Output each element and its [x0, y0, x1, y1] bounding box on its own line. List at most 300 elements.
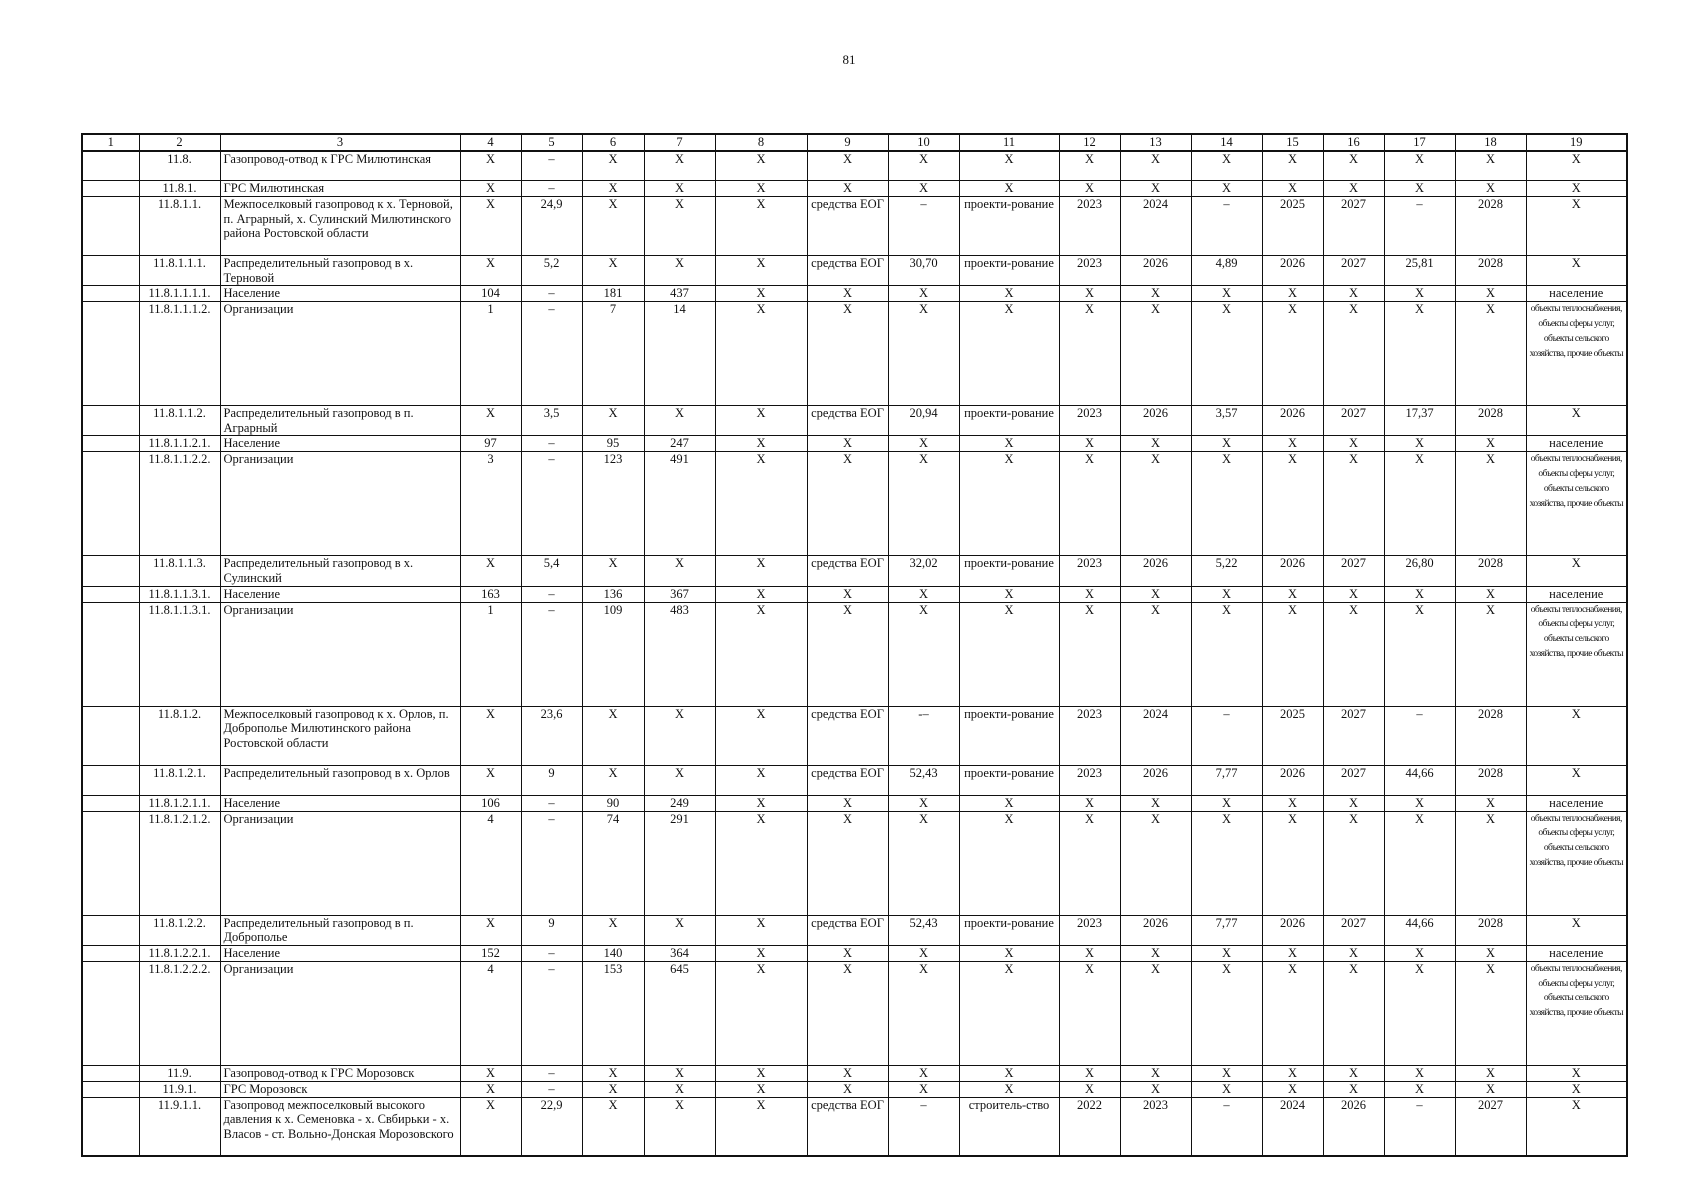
- value-cell: Х: [1455, 302, 1526, 406]
- value-cell: 5,4: [521, 556, 582, 586]
- value-cell: Х: [1455, 795, 1526, 811]
- value-cell: Х: [959, 945, 1059, 961]
- table-row: [82, 945, 1627, 961]
- value-cell: –: [521, 286, 582, 302]
- value-cell: –: [1384, 197, 1455, 256]
- blank-cell: [82, 706, 139, 765]
- value-cell: 30,70: [888, 256, 959, 286]
- table-row: [82, 302, 1627, 406]
- value-cell: -–: [888, 706, 959, 765]
- value-cell: Х: [807, 302, 888, 406]
- value-cell: Х: [460, 151, 521, 181]
- object-name: Организации: [220, 961, 460, 1065]
- value-cell: Х: [582, 915, 644, 945]
- value-cell: 2026: [1120, 765, 1191, 795]
- value-cell: Х: [1526, 181, 1627, 197]
- value-cell: Х: [1120, 945, 1191, 961]
- blank-cell: [82, 286, 139, 302]
- value-cell: Х: [1059, 452, 1120, 556]
- value-cell: Х: [582, 181, 644, 197]
- value-cell: 2028: [1455, 406, 1526, 436]
- value-cell: 2023: [1120, 1097, 1191, 1156]
- table-row: [82, 256, 1627, 286]
- column-number-header: 7: [644, 134, 715, 151]
- value-cell: Х: [1262, 181, 1323, 197]
- value-cell: 153: [582, 961, 644, 1065]
- purpose-cell: объекты теплоснабжения, объекты сферы услуг, объекты сельского хозяйства, прочие объекты: [1526, 452, 1627, 556]
- value-cell: Х: [1455, 181, 1526, 197]
- blank-cell: [82, 1081, 139, 1097]
- value-cell: Х: [1384, 795, 1455, 811]
- gasification-table: [81, 133, 1628, 1157]
- column-number-header: 17: [1384, 134, 1455, 151]
- value-cell: Х: [1059, 586, 1120, 602]
- value-cell: 3: [460, 452, 521, 556]
- row-code: 11.8.1.1.1.1.: [139, 286, 220, 302]
- value-cell: Х: [582, 406, 644, 436]
- row-code: 11.8.1.2.2.1.: [139, 945, 220, 961]
- value-cell: Х: [807, 181, 888, 197]
- value-cell: Х: [959, 286, 1059, 302]
- table-row: [82, 556, 1627, 586]
- value-cell: Х: [959, 436, 1059, 452]
- blank-cell: [82, 556, 139, 586]
- value-cell: Х: [1191, 151, 1262, 181]
- value-cell: Х: [1262, 945, 1323, 961]
- value-cell: Х: [644, 556, 715, 586]
- value-cell: Х: [715, 286, 807, 302]
- value-cell: 5,22: [1191, 556, 1262, 586]
- value-cell: Х: [582, 556, 644, 586]
- value-cell: Х: [1384, 811, 1455, 915]
- object-name: Организации: [220, 302, 460, 406]
- value-cell: 14: [644, 302, 715, 406]
- table-row: [82, 586, 1627, 602]
- value-cell: 95: [582, 436, 644, 452]
- value-cell: 2028: [1455, 556, 1526, 586]
- object-name: Газопровод-отвод к ГРС Морозовск: [220, 1065, 460, 1081]
- column-number-header: 8: [715, 134, 807, 151]
- value-cell: 2023: [1059, 556, 1120, 586]
- value-cell: Х: [1059, 795, 1120, 811]
- value-cell: Х: [1120, 811, 1191, 915]
- value-cell: Х: [1384, 452, 1455, 556]
- value-cell: Х: [715, 765, 807, 795]
- row-code: 11.8.1.1.1.2.: [139, 302, 220, 406]
- blank-cell: [82, 602, 139, 706]
- value-cell: население: [1526, 436, 1627, 452]
- value-cell: 2023: [1059, 406, 1120, 436]
- value-cell: 2028: [1455, 706, 1526, 765]
- value-cell: Х: [644, 197, 715, 256]
- value-cell: 2024: [1120, 706, 1191, 765]
- value-cell: Х: [715, 1081, 807, 1097]
- object-name: Газопровод-отвод к ГРС Милютинская: [220, 151, 460, 181]
- value-cell: Х: [1262, 452, 1323, 556]
- value-cell: Х: [1455, 452, 1526, 556]
- value-cell: Х: [644, 706, 715, 765]
- value-cell: население: [1526, 286, 1627, 302]
- value-cell: 2026: [1323, 1097, 1384, 1156]
- object-name: Организации: [220, 602, 460, 706]
- value-cell: Х: [807, 795, 888, 811]
- value-cell: Х: [959, 151, 1059, 181]
- value-cell: –: [521, 436, 582, 452]
- value-cell: Х: [1384, 961, 1455, 1065]
- value-cell: средства ЕОГ: [807, 556, 888, 586]
- value-cell: 109: [582, 602, 644, 706]
- value-cell: Х: [1191, 811, 1262, 915]
- blank-cell: [82, 406, 139, 436]
- column-number-header: 5: [521, 134, 582, 151]
- value-cell: Х: [582, 1081, 644, 1097]
- row-code: 11.8.1.2.1.2.: [139, 811, 220, 915]
- value-cell: Х: [1262, 1081, 1323, 1097]
- value-cell: Х: [1059, 302, 1120, 406]
- value-cell: Х: [1323, 452, 1384, 556]
- value-cell: Х: [888, 1081, 959, 1097]
- value-cell: Х: [1455, 586, 1526, 602]
- value-cell: Х: [1120, 602, 1191, 706]
- value-cell: 90: [582, 795, 644, 811]
- value-cell: Х: [1323, 945, 1384, 961]
- value-cell: 645: [644, 961, 715, 1065]
- value-cell: Х: [1384, 1081, 1455, 1097]
- value-cell: Х: [644, 1081, 715, 1097]
- value-cell: Х: [1120, 436, 1191, 452]
- value-cell: 3,57: [1191, 406, 1262, 436]
- value-cell: Х: [1059, 1081, 1120, 1097]
- blank-cell: [82, 436, 139, 452]
- value-cell: Х: [582, 1097, 644, 1156]
- value-cell: Х: [807, 1065, 888, 1081]
- value-cell: –: [888, 1097, 959, 1156]
- value-cell: Х: [644, 406, 715, 436]
- value-cell: проекти-рование: [959, 406, 1059, 436]
- value-cell: Х: [1191, 302, 1262, 406]
- blank-cell: [82, 1097, 139, 1156]
- value-cell: 2023: [1059, 765, 1120, 795]
- blank-cell: [82, 811, 139, 915]
- value-cell: –: [1191, 706, 1262, 765]
- row-code: 11.9.1.: [139, 1081, 220, 1097]
- value-cell: 2026: [1262, 406, 1323, 436]
- value-cell: 23,6: [521, 706, 582, 765]
- value-cell: 123: [582, 452, 644, 556]
- value-cell: Х: [715, 1065, 807, 1081]
- value-cell: 2024: [1120, 197, 1191, 256]
- value-cell: 152: [460, 945, 521, 961]
- value-cell: Х: [582, 1065, 644, 1081]
- row-code: 11.8.1.2.2.: [139, 915, 220, 945]
- value-cell: Х: [1262, 286, 1323, 302]
- value-cell: 2028: [1455, 256, 1526, 286]
- value-cell: Х: [715, 795, 807, 811]
- row-code: 11.8.1.: [139, 181, 220, 197]
- value-cell: Х: [1059, 286, 1120, 302]
- value-cell: Х: [460, 1081, 521, 1097]
- value-cell: проекти-рование: [959, 765, 1059, 795]
- value-cell: Х: [1191, 1065, 1262, 1081]
- value-cell: Х: [1526, 556, 1627, 586]
- object-name: Организации: [220, 811, 460, 915]
- value-cell: 24,9: [521, 197, 582, 256]
- value-cell: Х: [1323, 302, 1384, 406]
- value-cell: –: [1384, 1097, 1455, 1156]
- value-cell: Х: [1120, 586, 1191, 602]
- value-cell: Х: [644, 765, 715, 795]
- value-cell: Х: [460, 406, 521, 436]
- table-row: [82, 286, 1627, 302]
- value-cell: Х: [1526, 1081, 1627, 1097]
- value-cell: 2026: [1120, 256, 1191, 286]
- value-cell: Х: [644, 181, 715, 197]
- value-cell: Х: [1120, 181, 1191, 197]
- value-cell: Х: [1059, 945, 1120, 961]
- value-cell: Х: [888, 945, 959, 961]
- value-cell: Х: [1191, 452, 1262, 556]
- table-row: [82, 961, 1627, 1065]
- value-cell: Х: [460, 765, 521, 795]
- value-cell: 2026: [1262, 556, 1323, 586]
- value-cell: Х: [1455, 602, 1526, 706]
- value-cell: Х: [1323, 795, 1384, 811]
- value-cell: –: [521, 181, 582, 197]
- value-cell: Х: [1191, 1081, 1262, 1097]
- value-cell: Х: [460, 1065, 521, 1081]
- row-code: 11.9.: [139, 1065, 220, 1081]
- value-cell: Х: [1120, 286, 1191, 302]
- value-cell: 2024: [1262, 1097, 1323, 1156]
- value-cell: 1: [460, 302, 521, 406]
- row-code: 11.8.1.1.2.: [139, 406, 220, 436]
- value-cell: Х: [715, 452, 807, 556]
- value-cell: Х: [460, 556, 521, 586]
- value-cell: –: [521, 1065, 582, 1081]
- value-cell: 163: [460, 586, 521, 602]
- column-number-header: 16: [1323, 134, 1384, 151]
- value-cell: 2023: [1059, 197, 1120, 256]
- value-cell: Х: [1120, 1081, 1191, 1097]
- table-row: [82, 197, 1627, 256]
- value-cell: Х: [959, 811, 1059, 915]
- value-cell: средства ЕОГ: [807, 915, 888, 945]
- value-cell: –: [521, 151, 582, 181]
- value-cell: Х: [1526, 706, 1627, 765]
- value-cell: Х: [959, 602, 1059, 706]
- table-row: [82, 765, 1627, 795]
- value-cell: Х: [715, 151, 807, 181]
- value-cell: 7,77: [1191, 765, 1262, 795]
- value-cell: 437: [644, 286, 715, 302]
- value-cell: Х: [582, 197, 644, 256]
- blank-cell: [82, 945, 139, 961]
- blank-cell: [82, 586, 139, 602]
- table-row: [82, 1065, 1627, 1081]
- value-cell: 4: [460, 811, 521, 915]
- row-code: 11.8.1.2.1.: [139, 765, 220, 795]
- value-cell: строитель-ство: [959, 1097, 1059, 1156]
- value-cell: Х: [715, 1097, 807, 1156]
- value-cell: Х: [888, 795, 959, 811]
- value-cell: Х: [1455, 961, 1526, 1065]
- value-cell: Х: [1526, 915, 1627, 945]
- purpose-cell: объекты теплоснабжения, объекты сферы услуг, объекты сельского хозяйства, прочие объекты: [1526, 961, 1627, 1065]
- value-cell: –: [521, 811, 582, 915]
- value-cell: средства ЕОГ: [807, 765, 888, 795]
- value-cell: 247: [644, 436, 715, 452]
- value-cell: Х: [888, 151, 959, 181]
- value-cell: 52,43: [888, 765, 959, 795]
- blank-cell: [82, 302, 139, 406]
- value-cell: 2026: [1120, 556, 1191, 586]
- value-cell: Х: [1120, 151, 1191, 181]
- value-cell: Х: [959, 795, 1059, 811]
- row-code: 11.8.1.2.: [139, 706, 220, 765]
- value-cell: Х: [959, 1081, 1059, 1097]
- value-cell: Х: [582, 706, 644, 765]
- column-number-header: 2: [139, 134, 220, 151]
- value-cell: 483: [644, 602, 715, 706]
- value-cell: Х: [715, 406, 807, 436]
- value-cell: Х: [1323, 1065, 1384, 1081]
- value-cell: Х: [1455, 1081, 1526, 1097]
- value-cell: 9: [521, 765, 582, 795]
- value-cell: 2027: [1323, 706, 1384, 765]
- value-cell: Х: [807, 602, 888, 706]
- value-cell: Х: [582, 765, 644, 795]
- object-name: Распределительный газопровод в п. Аграрный: [220, 406, 460, 436]
- value-cell: Х: [715, 602, 807, 706]
- value-cell: 2027: [1323, 256, 1384, 286]
- value-cell: Х: [1191, 436, 1262, 452]
- value-cell: Х: [460, 915, 521, 945]
- value-cell: 2027: [1323, 765, 1384, 795]
- value-cell: 2026: [1120, 915, 1191, 945]
- value-cell: 2023: [1059, 256, 1120, 286]
- object-name: ГРС Милютинская: [220, 181, 460, 197]
- value-cell: –: [521, 795, 582, 811]
- purpose-cell: объекты теплоснабжения, объекты сферы услуг, объекты сельского хозяйства, прочие объекты: [1526, 811, 1627, 915]
- value-cell: Х: [715, 945, 807, 961]
- value-cell: Х: [1323, 811, 1384, 915]
- value-cell: Х: [1059, 961, 1120, 1065]
- value-cell: 52,43: [888, 915, 959, 945]
- value-cell: 17,37: [1384, 406, 1455, 436]
- object-name: Распределительный газопровод в х. Орлов: [220, 765, 460, 795]
- value-cell: Х: [807, 452, 888, 556]
- value-cell: Х: [1059, 151, 1120, 181]
- value-cell: 106: [460, 795, 521, 811]
- table-row: [82, 1081, 1627, 1097]
- value-cell: 2027: [1323, 915, 1384, 945]
- value-cell: Х: [1526, 197, 1627, 256]
- value-cell: Х: [807, 151, 888, 181]
- value-cell: 20,94: [888, 406, 959, 436]
- object-name: Население: [220, 286, 460, 302]
- value-cell: проекти-рование: [959, 197, 1059, 256]
- value-cell: 136: [582, 586, 644, 602]
- value-cell: Х: [1384, 945, 1455, 961]
- value-cell: Х: [1323, 181, 1384, 197]
- value-cell: Х: [1384, 586, 1455, 602]
- column-number-header: 9: [807, 134, 888, 151]
- column-number-header: 15: [1262, 134, 1323, 151]
- value-cell: Х: [1455, 1065, 1526, 1081]
- value-cell: –: [1384, 706, 1455, 765]
- value-cell: –: [888, 197, 959, 256]
- value-cell: 2027: [1323, 556, 1384, 586]
- value-cell: 1: [460, 602, 521, 706]
- value-cell: 2026: [1262, 256, 1323, 286]
- value-cell: 26,80: [1384, 556, 1455, 586]
- value-cell: Х: [1120, 452, 1191, 556]
- value-cell: 2027: [1323, 406, 1384, 436]
- value-cell: Х: [807, 961, 888, 1065]
- value-cell: Х: [1455, 945, 1526, 961]
- column-number-header: 11: [959, 134, 1059, 151]
- value-cell: Х: [582, 151, 644, 181]
- table-row: [82, 795, 1627, 811]
- value-cell: Х: [715, 961, 807, 1065]
- value-cell: Х: [1262, 961, 1323, 1065]
- value-cell: Х: [1059, 436, 1120, 452]
- value-cell: Х: [1384, 302, 1455, 406]
- value-cell: 291: [644, 811, 715, 915]
- value-cell: Х: [1323, 1081, 1384, 1097]
- blank-cell: [82, 256, 139, 286]
- value-cell: Х: [888, 602, 959, 706]
- table-row: [82, 811, 1627, 915]
- value-cell: Х: [1191, 286, 1262, 302]
- value-cell: Х: [1455, 811, 1526, 915]
- value-cell: Х: [1526, 1065, 1627, 1081]
- value-cell: Х: [715, 915, 807, 945]
- value-cell: 3,5: [521, 406, 582, 436]
- value-cell: Х: [715, 706, 807, 765]
- blank-cell: [82, 961, 139, 1065]
- value-cell: Х: [888, 286, 959, 302]
- value-cell: Х: [1323, 436, 1384, 452]
- column-number-header: 18: [1455, 134, 1526, 151]
- value-cell: Х: [460, 1097, 521, 1156]
- value-cell: 2023: [1059, 706, 1120, 765]
- blank-cell: [82, 151, 139, 181]
- value-cell: Х: [1120, 302, 1191, 406]
- column-number-header: 13: [1120, 134, 1191, 151]
- value-cell: Х: [1262, 811, 1323, 915]
- blank-cell: [82, 452, 139, 556]
- value-cell: Х: [1191, 945, 1262, 961]
- object-name: Распределительный газопровод в х. Сулинский: [220, 556, 460, 586]
- table-row: [82, 706, 1627, 765]
- value-cell: Х: [644, 1097, 715, 1156]
- value-cell: Х: [1191, 602, 1262, 706]
- value-cell: население: [1526, 795, 1627, 811]
- value-cell: Х: [807, 945, 888, 961]
- value-cell: Х: [1191, 795, 1262, 811]
- column-number-header: 1: [82, 134, 139, 151]
- value-cell: 25,81: [1384, 256, 1455, 286]
- value-cell: Х: [1526, 765, 1627, 795]
- value-cell: 2023: [1059, 915, 1120, 945]
- object-name: ГРС Морозовск: [220, 1081, 460, 1097]
- column-number-header: 4: [460, 134, 521, 151]
- value-cell: Х: [959, 586, 1059, 602]
- value-cell: Х: [1059, 811, 1120, 915]
- value-cell: Х: [1120, 1065, 1191, 1081]
- value-cell: Х: [460, 181, 521, 197]
